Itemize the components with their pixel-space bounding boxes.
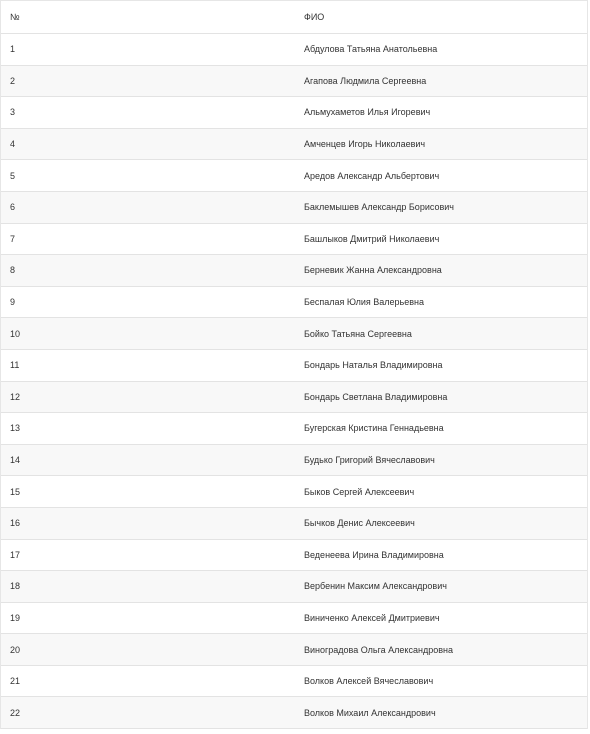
row-number: 20 — [10, 644, 21, 655]
row-number: 7 — [10, 233, 16, 244]
row-number: 5 — [10, 170, 16, 181]
table-row — [1, 571, 587, 603]
row-fio: Веденеева Ирина Владимировна — [304, 549, 444, 560]
table-body — [1, 34, 587, 729]
table-row — [1, 160, 587, 192]
row-number: 3 — [10, 107, 16, 118]
table-row — [1, 508, 587, 540]
row-number: 12 — [10, 391, 21, 402]
row-number: 22 — [10, 707, 21, 718]
row-number: 2 — [10, 75, 16, 86]
row-fio: Виноградова Ольга Александровна — [304, 644, 453, 655]
row-fio: Будько Григорий Вячеславович — [304, 455, 435, 466]
table-row — [1, 66, 587, 98]
row-fio: Абдулова Татьяна Анатольевна — [304, 44, 438, 55]
row-fio: Берневик Жанна Александровна — [304, 265, 442, 276]
row-fio: Бычков Денис Алексеевич — [304, 518, 415, 529]
table-row — [1, 34, 587, 66]
row-fio: Альмухаметов Илья Игоревич — [304, 107, 431, 118]
table-row — [1, 350, 587, 382]
table-row — [1, 287, 587, 319]
row-number: 9 — [10, 297, 16, 308]
row-fio: Вербенин Максим Александрович — [304, 581, 447, 592]
table-row — [1, 666, 587, 698]
row-number: 19 — [10, 612, 21, 623]
row-number: 14 — [10, 455, 21, 466]
row-fio: Башлыков Дмитрий Николаевич — [304, 233, 440, 244]
row-fio: Амченцев Игорь Николаевич — [304, 139, 426, 150]
row-number: 11 — [10, 360, 20, 371]
column-header-number: № — [10, 12, 20, 22]
row-fio: Беспалая Юлия Валерьевна — [304, 297, 424, 308]
row-fio: Аредов Александр Альбертович — [304, 170, 440, 181]
table-header-row — [1, 1, 587, 34]
row-fio: Бондарь Наталья Владимировна — [304, 360, 443, 371]
row-fio: Виниченко Алексей Дмитриевич — [304, 612, 440, 623]
row-number: 18 — [10, 581, 21, 592]
row-fio: Быков Сергей Алексеевич — [304, 486, 415, 497]
row-number: 15 — [10, 486, 21, 497]
table-row — [1, 697, 587, 729]
table-row — [1, 445, 587, 477]
table-row — [1, 97, 587, 129]
table-row — [1, 382, 587, 414]
column-header-fio: ФИО — [304, 12, 325, 22]
row-fio: Баклемышев Александр Борисович — [304, 202, 454, 213]
table-row — [1, 603, 587, 635]
row-number: 1 — [10, 44, 16, 55]
table-row — [1, 192, 587, 224]
table-row — [1, 224, 587, 256]
row-number: 6 — [10, 202, 16, 213]
row-fio: Волков Михаил Александрович — [304, 707, 436, 718]
table-row — [1, 318, 587, 350]
row-number: 13 — [10, 423, 21, 434]
table-row — [1, 129, 587, 161]
table-row — [1, 540, 587, 572]
table-row — [1, 634, 587, 666]
row-fio: Агапова Людмила Сергеевна — [304, 75, 427, 86]
row-number: 21 — [10, 676, 21, 687]
table-row — [1, 413, 587, 445]
table-row — [1, 476, 587, 508]
row-number: 16 — [10, 518, 21, 529]
row-number: 10 — [10, 328, 21, 339]
row-fio: Бондарь Светлана Владимировна — [304, 391, 448, 402]
table-row — [1, 255, 587, 287]
row-fio: Волков Алексей Вячеславович — [304, 676, 434, 687]
row-number: 17 — [10, 549, 21, 560]
row-fio: Бугерская Кристина Геннадьевна — [304, 423, 444, 434]
row-number: 8 — [10, 265, 16, 276]
row-fio: Бойко Татьяна Сергеевна — [304, 328, 412, 339]
row-number: 4 — [10, 139, 16, 150]
